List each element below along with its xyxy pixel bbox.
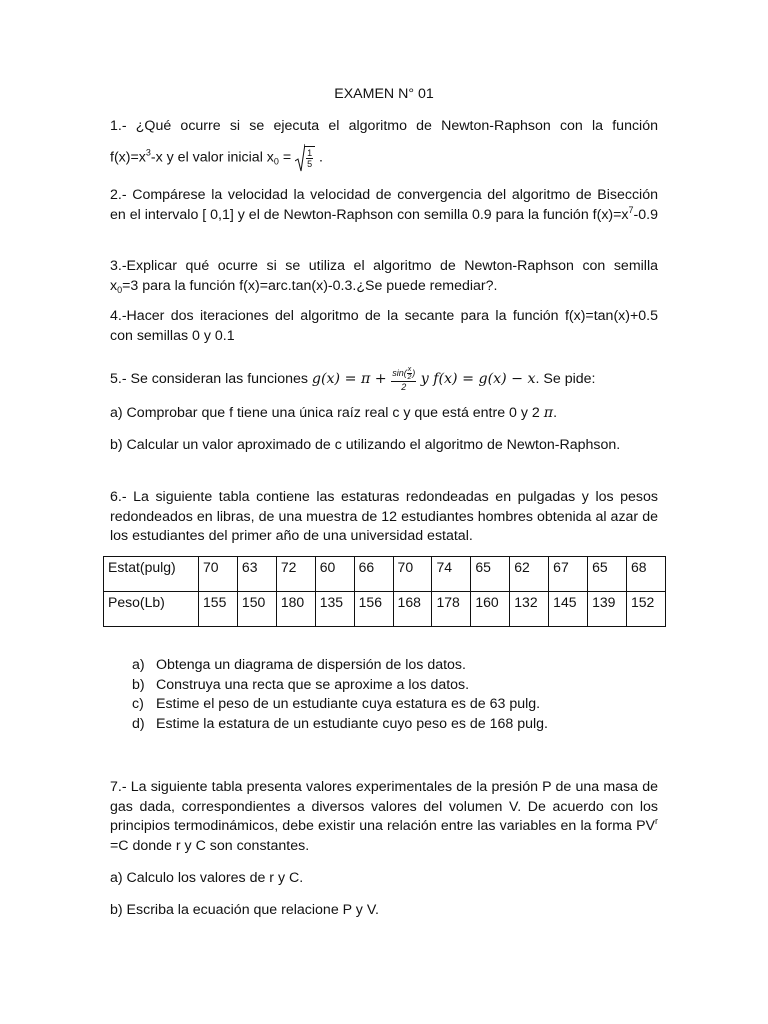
q7-exponent: r bbox=[655, 816, 658, 826]
q7-text: 7.- La siguiente tabla presenta valores experimentales de la presión P de una masa de gas dada, correspondientes a diversos valores del volumen V. De acuerdo con los principios termodinámicos, debe existir una relación entre las variables en la forma PV bbox=[110, 779, 658, 834]
table-cell: 63 bbox=[237, 557, 276, 592]
table-cell: 132 bbox=[510, 592, 549, 627]
table-row-weights bbox=[104, 592, 666, 627]
q1-end: . bbox=[315, 149, 323, 166]
question-2 bbox=[110, 186, 658, 225]
table-cell: 155 bbox=[199, 592, 238, 627]
table-cell: 150 bbox=[237, 592, 276, 627]
question-1-line2 bbox=[110, 146, 658, 169]
table-cell: 180 bbox=[276, 592, 315, 627]
table-cell: 156 bbox=[354, 592, 393, 627]
question-7 bbox=[110, 778, 658, 856]
table-cell: 62 bbox=[510, 557, 549, 592]
question-7b: b) Escriba la ecuación que relacione P y V. bbox=[110, 902, 379, 918]
q3-subscript: 0 bbox=[117, 285, 123, 295]
q1-sqrt-fraction bbox=[295, 146, 315, 169]
q3-text: =3 para la función f(x)=arc.tan(x)-0.3.¿Se puede remediar?. bbox=[122, 278, 498, 294]
q1-function-text: f(x)=x bbox=[110, 149, 146, 166]
question-5b: b) Calcular un valor aproximado de c utilizando el algoritmo de Newton-Raphson. bbox=[110, 437, 621, 453]
q5-inner-num: x bbox=[407, 366, 412, 373]
exam-title: EXAMEN N° 01 bbox=[334, 86, 434, 102]
question-7a: a) Calculo los valores de r y C. bbox=[110, 870, 304, 886]
table-cell: 65 bbox=[588, 557, 627, 592]
table-cell: 135 bbox=[315, 592, 354, 627]
q5-inner-den: 2 bbox=[407, 374, 412, 381]
q1-frac-num: 1 bbox=[307, 148, 313, 158]
q1-equals: = bbox=[278, 149, 296, 166]
table-cell: 74 bbox=[432, 557, 471, 592]
q5a-pi: π bbox=[543, 405, 554, 421]
table-cell: 152 bbox=[626, 592, 665, 627]
question-3-line1: 3.-Explicar qué ocurre si se utiliza el algoritmo de Newton-Raphson con semilla bbox=[110, 258, 658, 274]
question-1-line1: 1.- ¿Qué ocurre si se ejecuta el algoritmo de Newton-Raphson con la función bbox=[110, 118, 658, 134]
table-cell: 67 bbox=[549, 557, 588, 592]
list-item: d) Estime la estatura de un estudiante cuyo peso es de 168 pulg. bbox=[132, 715, 548, 732]
q2-exponent: 7 bbox=[628, 204, 634, 215]
table-cell: 72 bbox=[276, 557, 315, 592]
table-cell: 178 bbox=[432, 592, 471, 627]
q2-end: -0.9 bbox=[633, 206, 658, 223]
q5a-text: a) Comprobar que f tiene una única raíz real c y que está entre 0 y 2 bbox=[110, 405, 544, 421]
q5-g-function: g(x) = π + bbox=[311, 370, 392, 387]
table-cell: 145 bbox=[549, 592, 588, 627]
list-item: a) Obtenga un diagrama de dispersión de los datos. bbox=[132, 657, 466, 673]
table-cell: 65 bbox=[471, 557, 510, 592]
table-cell: 70 bbox=[393, 557, 432, 592]
table-cell: 139 bbox=[588, 592, 627, 627]
list-item: b) Construya una recta que se aproxime a los datos. bbox=[132, 676, 470, 693]
q5-intro: 5.- Se consideran las funciones bbox=[110, 370, 312, 387]
q5a-end: . bbox=[553, 405, 558, 421]
question-5-line bbox=[110, 366, 658, 392]
table-header-height: Estat(pulg) bbox=[104, 557, 199, 592]
table-cell: 168 bbox=[393, 592, 432, 627]
q5-den: 2 bbox=[401, 382, 407, 392]
q1-subscript: 0 bbox=[273, 156, 279, 167]
q5-sin: sin bbox=[392, 367, 404, 378]
table-cell: 60 bbox=[315, 557, 354, 592]
table-header-weight: Peso(Lb) bbox=[104, 592, 199, 627]
list-item: c) Estime el peso de un estudiante cuya estatura es de 63 pulg. bbox=[132, 696, 541, 712]
table-cell: 70 bbox=[199, 557, 238, 592]
q5-f-function: y f(x) = g(x) − x bbox=[416, 370, 536, 387]
q2-text: 2.- Compárese la velocidad la velocidad de convergencia del algoritmo de Bisección en el intervalo [ 0,1] y el de Newton-Raphson con semilla 0.9 para la función f(x)=x bbox=[110, 187, 658, 223]
q1-initial-value-text: -x y el valor inicial x bbox=[150, 149, 274, 166]
question-6: 6.- La siguiente tabla contiene las estaturas redondeadas en pulgadas y los pesos redondeados en libras, de una muestra de 12 estudiantes hombres obtenida al azar de los estudiantes del primer año de una universidad estatal. bbox=[110, 489, 658, 544]
q7-end: =C donde r y C son constantes. bbox=[110, 837, 310, 854]
q3-x: x bbox=[110, 278, 118, 294]
table-cell: 66 bbox=[354, 557, 393, 592]
table-cell: 68 bbox=[626, 557, 665, 592]
question-5a bbox=[110, 404, 658, 424]
height-weight-table bbox=[103, 556, 666, 627]
table-cell: 160 bbox=[471, 592, 510, 627]
question-6-items bbox=[112, 656, 672, 734]
q5-fraction: sin( $\frac{x}{2}$ ) 2 bbox=[392, 366, 416, 392]
q5-end: . Se pide: bbox=[535, 370, 596, 387]
q1-exponent: 3 bbox=[145, 147, 151, 158]
question-4: 4.-Hacer dos iteraciones del algoritmo de la secante para la función f(x)=tan(x)+0.5 con semillas 0 y 0.1 bbox=[110, 308, 658, 344]
table-row-heights bbox=[104, 557, 666, 592]
sqrt-icon bbox=[295, 143, 305, 173]
q1-frac-den: 5 bbox=[307, 159, 313, 169]
question-3-line2 bbox=[110, 277, 658, 297]
